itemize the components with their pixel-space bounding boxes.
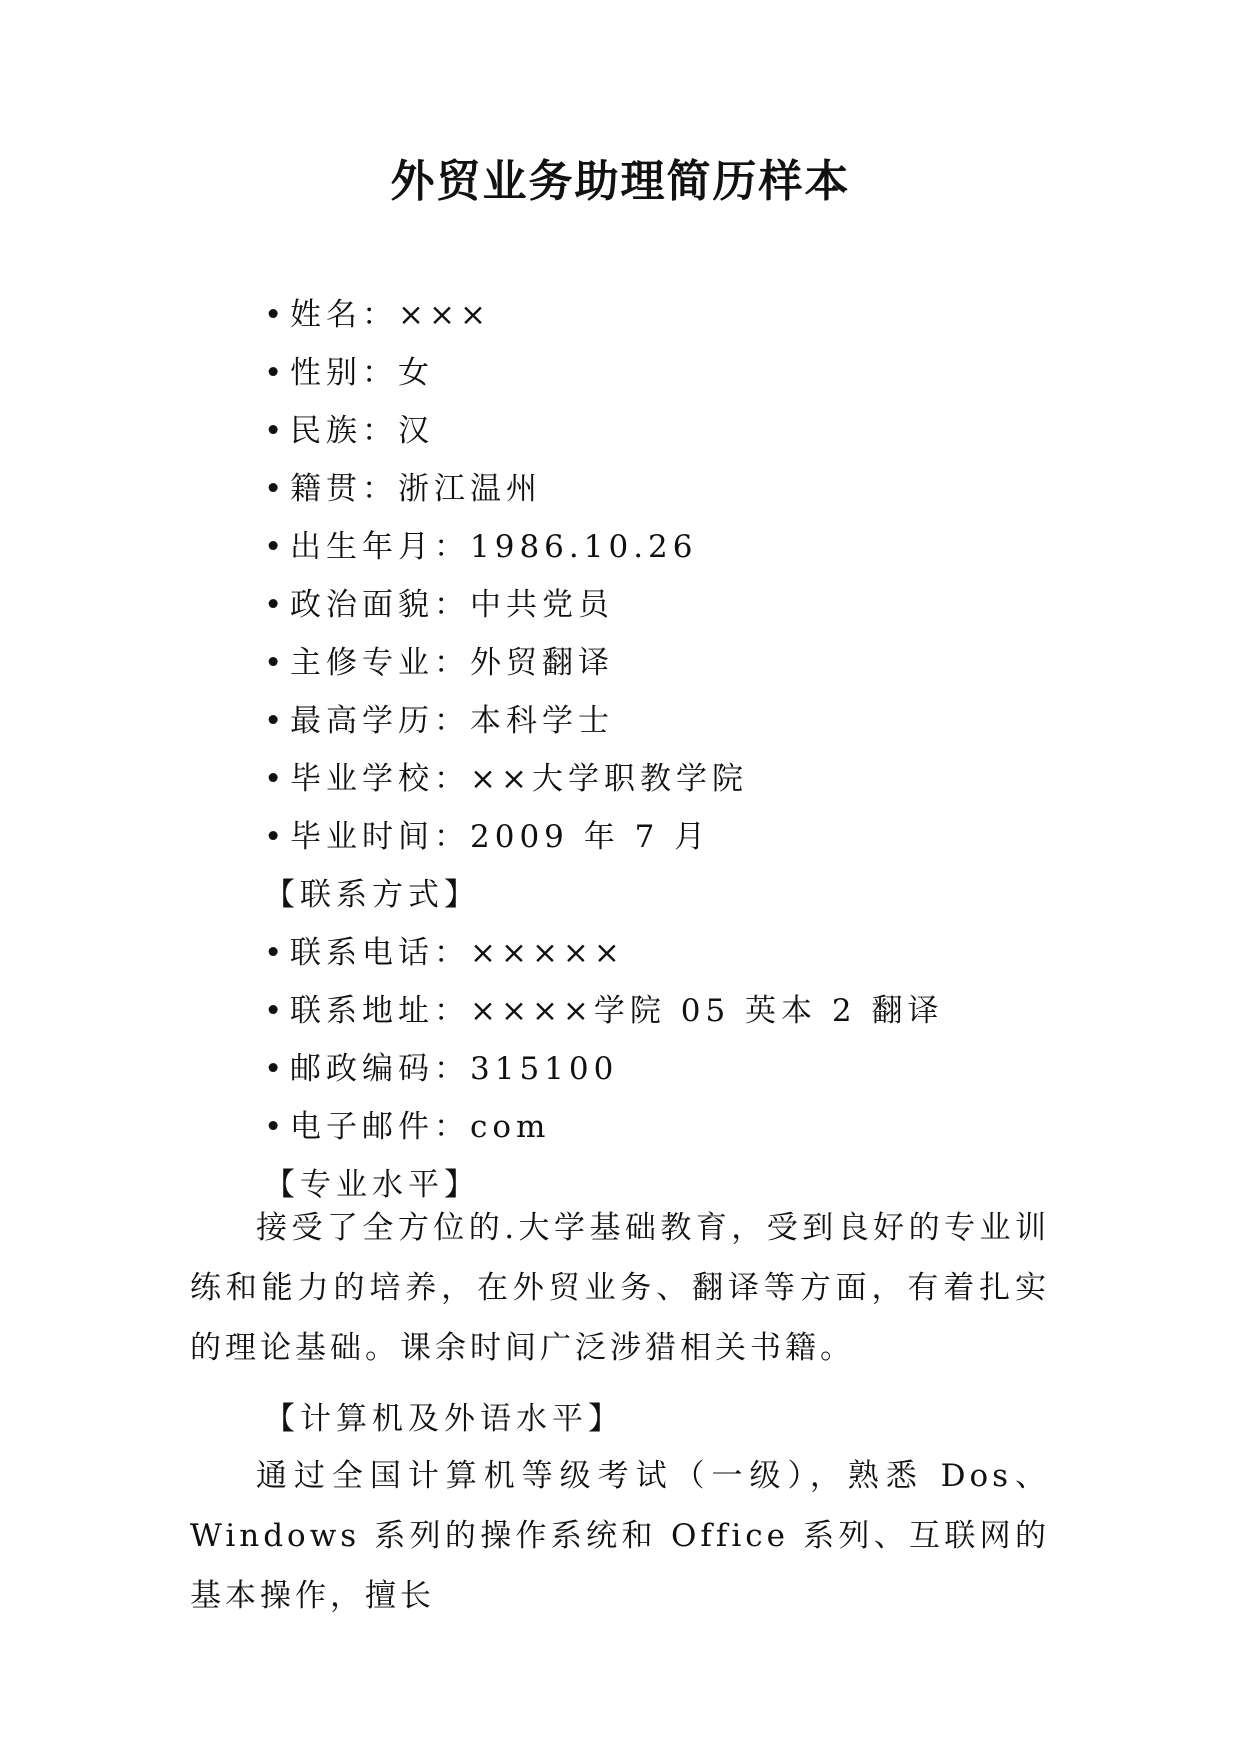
info-ethnicity: 民族：汉 bbox=[290, 413, 434, 449]
contact-email: 电子邮件：com bbox=[290, 1109, 551, 1145]
contact-phone: 联系电话：××××× bbox=[290, 935, 625, 971]
list-item bbox=[264, 1098, 1064, 1156]
contact-heading: 【联系方式】 bbox=[264, 877, 480, 913]
bullet-icon: • bbox=[264, 529, 283, 565]
professional-heading: 【专业水平】 bbox=[264, 1167, 480, 1203]
list-item bbox=[264, 344, 1064, 402]
bullet-icon: • bbox=[264, 1109, 283, 1145]
bullet-icon: • bbox=[264, 297, 283, 333]
bullet-icon: • bbox=[264, 993, 283, 1029]
bullet-icon: • bbox=[264, 703, 283, 739]
bullet-icon: • bbox=[264, 935, 283, 971]
contact-postcode: 邮政编码：315100 bbox=[290, 1051, 619, 1087]
list-item bbox=[264, 750, 1064, 808]
list-item bbox=[264, 982, 1064, 1040]
list-item bbox=[264, 634, 1064, 692]
list-item bbox=[264, 808, 1064, 866]
list-item bbox=[264, 286, 1064, 344]
list-item bbox=[264, 576, 1064, 634]
list-item bbox=[264, 924, 1064, 982]
info-birth-date: 出生年月：1986.10.26 bbox=[290, 529, 698, 565]
info-major: 主修专业：外贸翻译 bbox=[290, 645, 614, 681]
list-item bbox=[264, 692, 1064, 750]
list-item bbox=[264, 460, 1064, 518]
info-political-status: 政治面貌：中共党员 bbox=[290, 587, 614, 623]
info-gender: 性别：女 bbox=[290, 355, 434, 391]
bullet-icon: • bbox=[264, 587, 283, 623]
list-item bbox=[264, 518, 1064, 576]
info-graduation-date: 毕业时间：2009 年 7 月 bbox=[290, 819, 711, 855]
info-native-place: 籍贯：浙江温州 bbox=[290, 471, 542, 507]
computer-paragraph: 通过全国计算机等级考试（一级），熟悉 Dos、Windows 系列的操作系统和 Office 系列、互联网的基本操作，擅长 bbox=[190, 1458, 1050, 1614]
bullet-icon: • bbox=[264, 355, 283, 391]
bullet-icon: • bbox=[264, 761, 283, 797]
list-item bbox=[264, 402, 1064, 460]
info-name: 姓名：××× bbox=[290, 297, 491, 333]
bullet-icon: • bbox=[264, 1051, 283, 1087]
computer-heading: 【计算机及外语水平】 bbox=[264, 1401, 624, 1437]
contact-address: 联系地址：××××学院 05 英本 2 翻译 bbox=[290, 993, 944, 1029]
bullet-icon: • bbox=[264, 413, 283, 449]
document-title: 外贸业务助理简历样本 bbox=[390, 156, 851, 207]
info-school: 毕业学校：××大学职教学院 bbox=[290, 761, 748, 797]
bullet-icon: • bbox=[264, 645, 283, 681]
professional-paragraph: 接受了全方位的.大学基础教育，受到良好的专业训练和能力的培养，在外贸业务、翻译等方面，有着扎实的理论基础。课余时间广泛涉猎相关书籍。 bbox=[190, 1210, 1050, 1366]
info-list bbox=[264, 286, 1064, 1214]
info-degree: 最高学历：本科学士 bbox=[290, 703, 614, 739]
bullet-icon: • bbox=[264, 471, 283, 507]
list-item bbox=[264, 1040, 1064, 1098]
bullet-icon: • bbox=[264, 819, 283, 855]
